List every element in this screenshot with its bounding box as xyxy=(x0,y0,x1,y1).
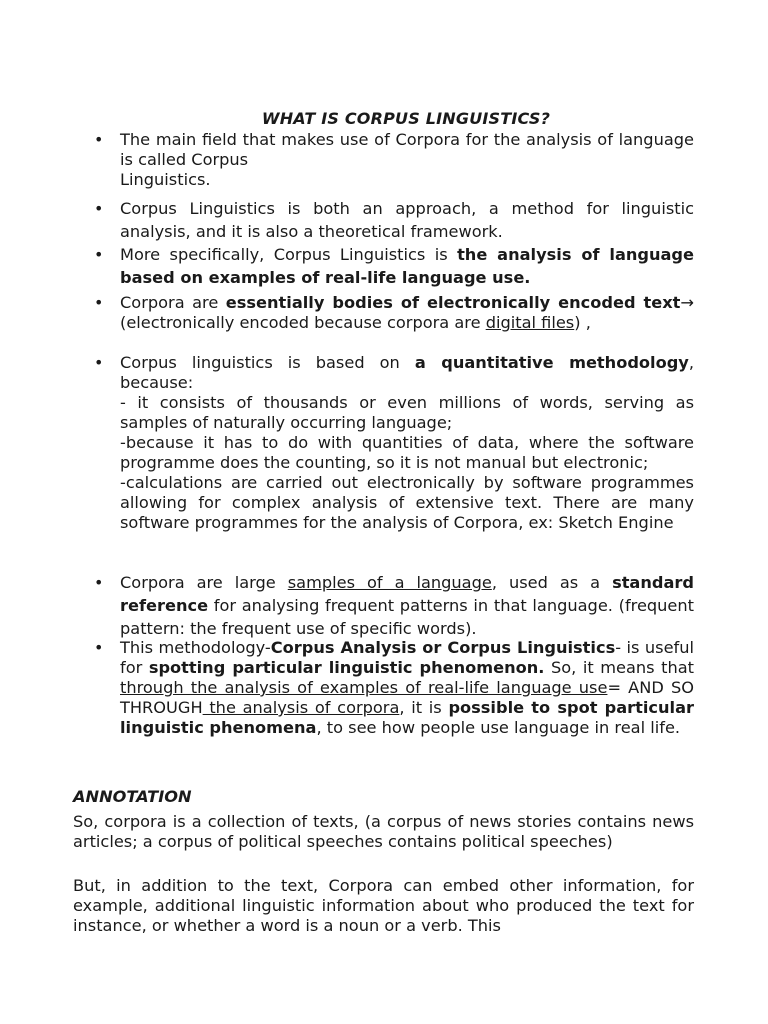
bullet-7-text-6: , to see how people use language in real life. xyxy=(316,718,681,737)
bullet-7-text-4: = AND SO THROUGH xyxy=(120,678,694,717)
bullet-7-underline-1: through the analysis of examples of real-life language use xyxy=(120,678,608,697)
bullet-4-text-2: (electronically encoded because corpora are xyxy=(120,313,486,332)
bullet-item-7 xyxy=(73,638,694,738)
annotation-paragraph-2: But, in addition to the text, Corpora can embed other information, for example, additional linguistic information about who produced the text for instance, or whether a word is a noun or a verb. This xyxy=(73,876,694,935)
page-title: WHAT IS CORPUS LINGUISTICS? xyxy=(261,109,551,128)
bullet-7-underline-2: the analysis of corpora xyxy=(202,698,400,717)
bullet-5-line-3: -calculations are carried out electronically by software programmes allowing for complex analysis of extensive text. There are many software programmes for the analysis of Corpora, ex: Sketch Engine xyxy=(120,473,694,532)
bullet-5-text: Corpus linguistics is based on xyxy=(120,353,415,372)
bullet-7-text-2: - is useful for xyxy=(120,638,694,677)
bullet-4-underline: digital files xyxy=(485,313,575,332)
bullet-6-text: Corpora are large xyxy=(120,573,288,592)
bullet-item-4 xyxy=(73,293,694,353)
bullet-7-text-5: , it is xyxy=(399,698,449,717)
bullet-7-text-3: So, it means that xyxy=(544,658,695,677)
annotation-heading: ANNOTATION xyxy=(73,787,192,806)
bullet-4-bold: essentially bodies of electronically encoded text xyxy=(225,293,681,312)
bullet-3-text: More specifically, Corpus Linguistics is xyxy=(120,245,458,264)
bullet-7-text: This methodology- xyxy=(120,638,271,657)
bullet-item-3 xyxy=(73,243,694,293)
bullet-4-text-3: ) , xyxy=(574,313,591,332)
bullet-4-text: Corpora are xyxy=(120,293,226,312)
arrow-icon: → xyxy=(680,293,694,312)
bullet-item-2 xyxy=(73,197,694,243)
bullet-5-text-2: , because: xyxy=(120,353,694,392)
bullet-item-1 xyxy=(73,130,694,197)
bullet-item-6 xyxy=(73,571,694,638)
bullet-5-line-2: -because it has to do with quantities of data, where the software programme does the counting, so it is not manual but electronic; xyxy=(120,433,694,472)
bullet-5-bold: a quantitative methodology xyxy=(414,353,689,372)
bullet-6-bold: standard reference xyxy=(120,573,694,615)
bullet-6-underline: samples of a language xyxy=(287,573,492,592)
annotation-paragraph-1: So, corpora is a collection of texts, (a corpus of news stories contains news articles; a corpus of political speeches contains political speeches) xyxy=(73,812,694,851)
bullet-6-text-3: for analysing frequent patterns in that language. (frequent pattern: the frequent use of specific words). xyxy=(120,596,694,638)
bullet-7-bold-3: possible to spot particular linguistic phenomena xyxy=(120,698,694,737)
bullet-6-text-2: , used as a xyxy=(491,573,613,592)
bullet-list xyxy=(73,130,694,738)
bullet-item-5 xyxy=(73,353,694,571)
bullet-1-text: The main field that makes use of Corpora for the analysis of language is called Corpus xyxy=(120,130,694,169)
bullet-7-bold-2: spotting particular linguistic phenomenon. xyxy=(148,658,545,677)
bullet-1-text-continued: Linguistics. xyxy=(120,170,211,189)
bullet-7-bold-1: Corpus Analysis or Corpus Linguistics xyxy=(270,638,616,657)
bullet-2-text: Corpus Linguistics is both an approach, a method for linguistic analysis, and it is also a theoretical framework. xyxy=(120,199,694,241)
bullet-3-bold: the analysis of language based on examples of real-life language use. xyxy=(120,245,694,287)
bullet-5-line-1: - it consists of thousands or even millions of words, serving as samples of naturally occurring language; xyxy=(120,393,694,432)
